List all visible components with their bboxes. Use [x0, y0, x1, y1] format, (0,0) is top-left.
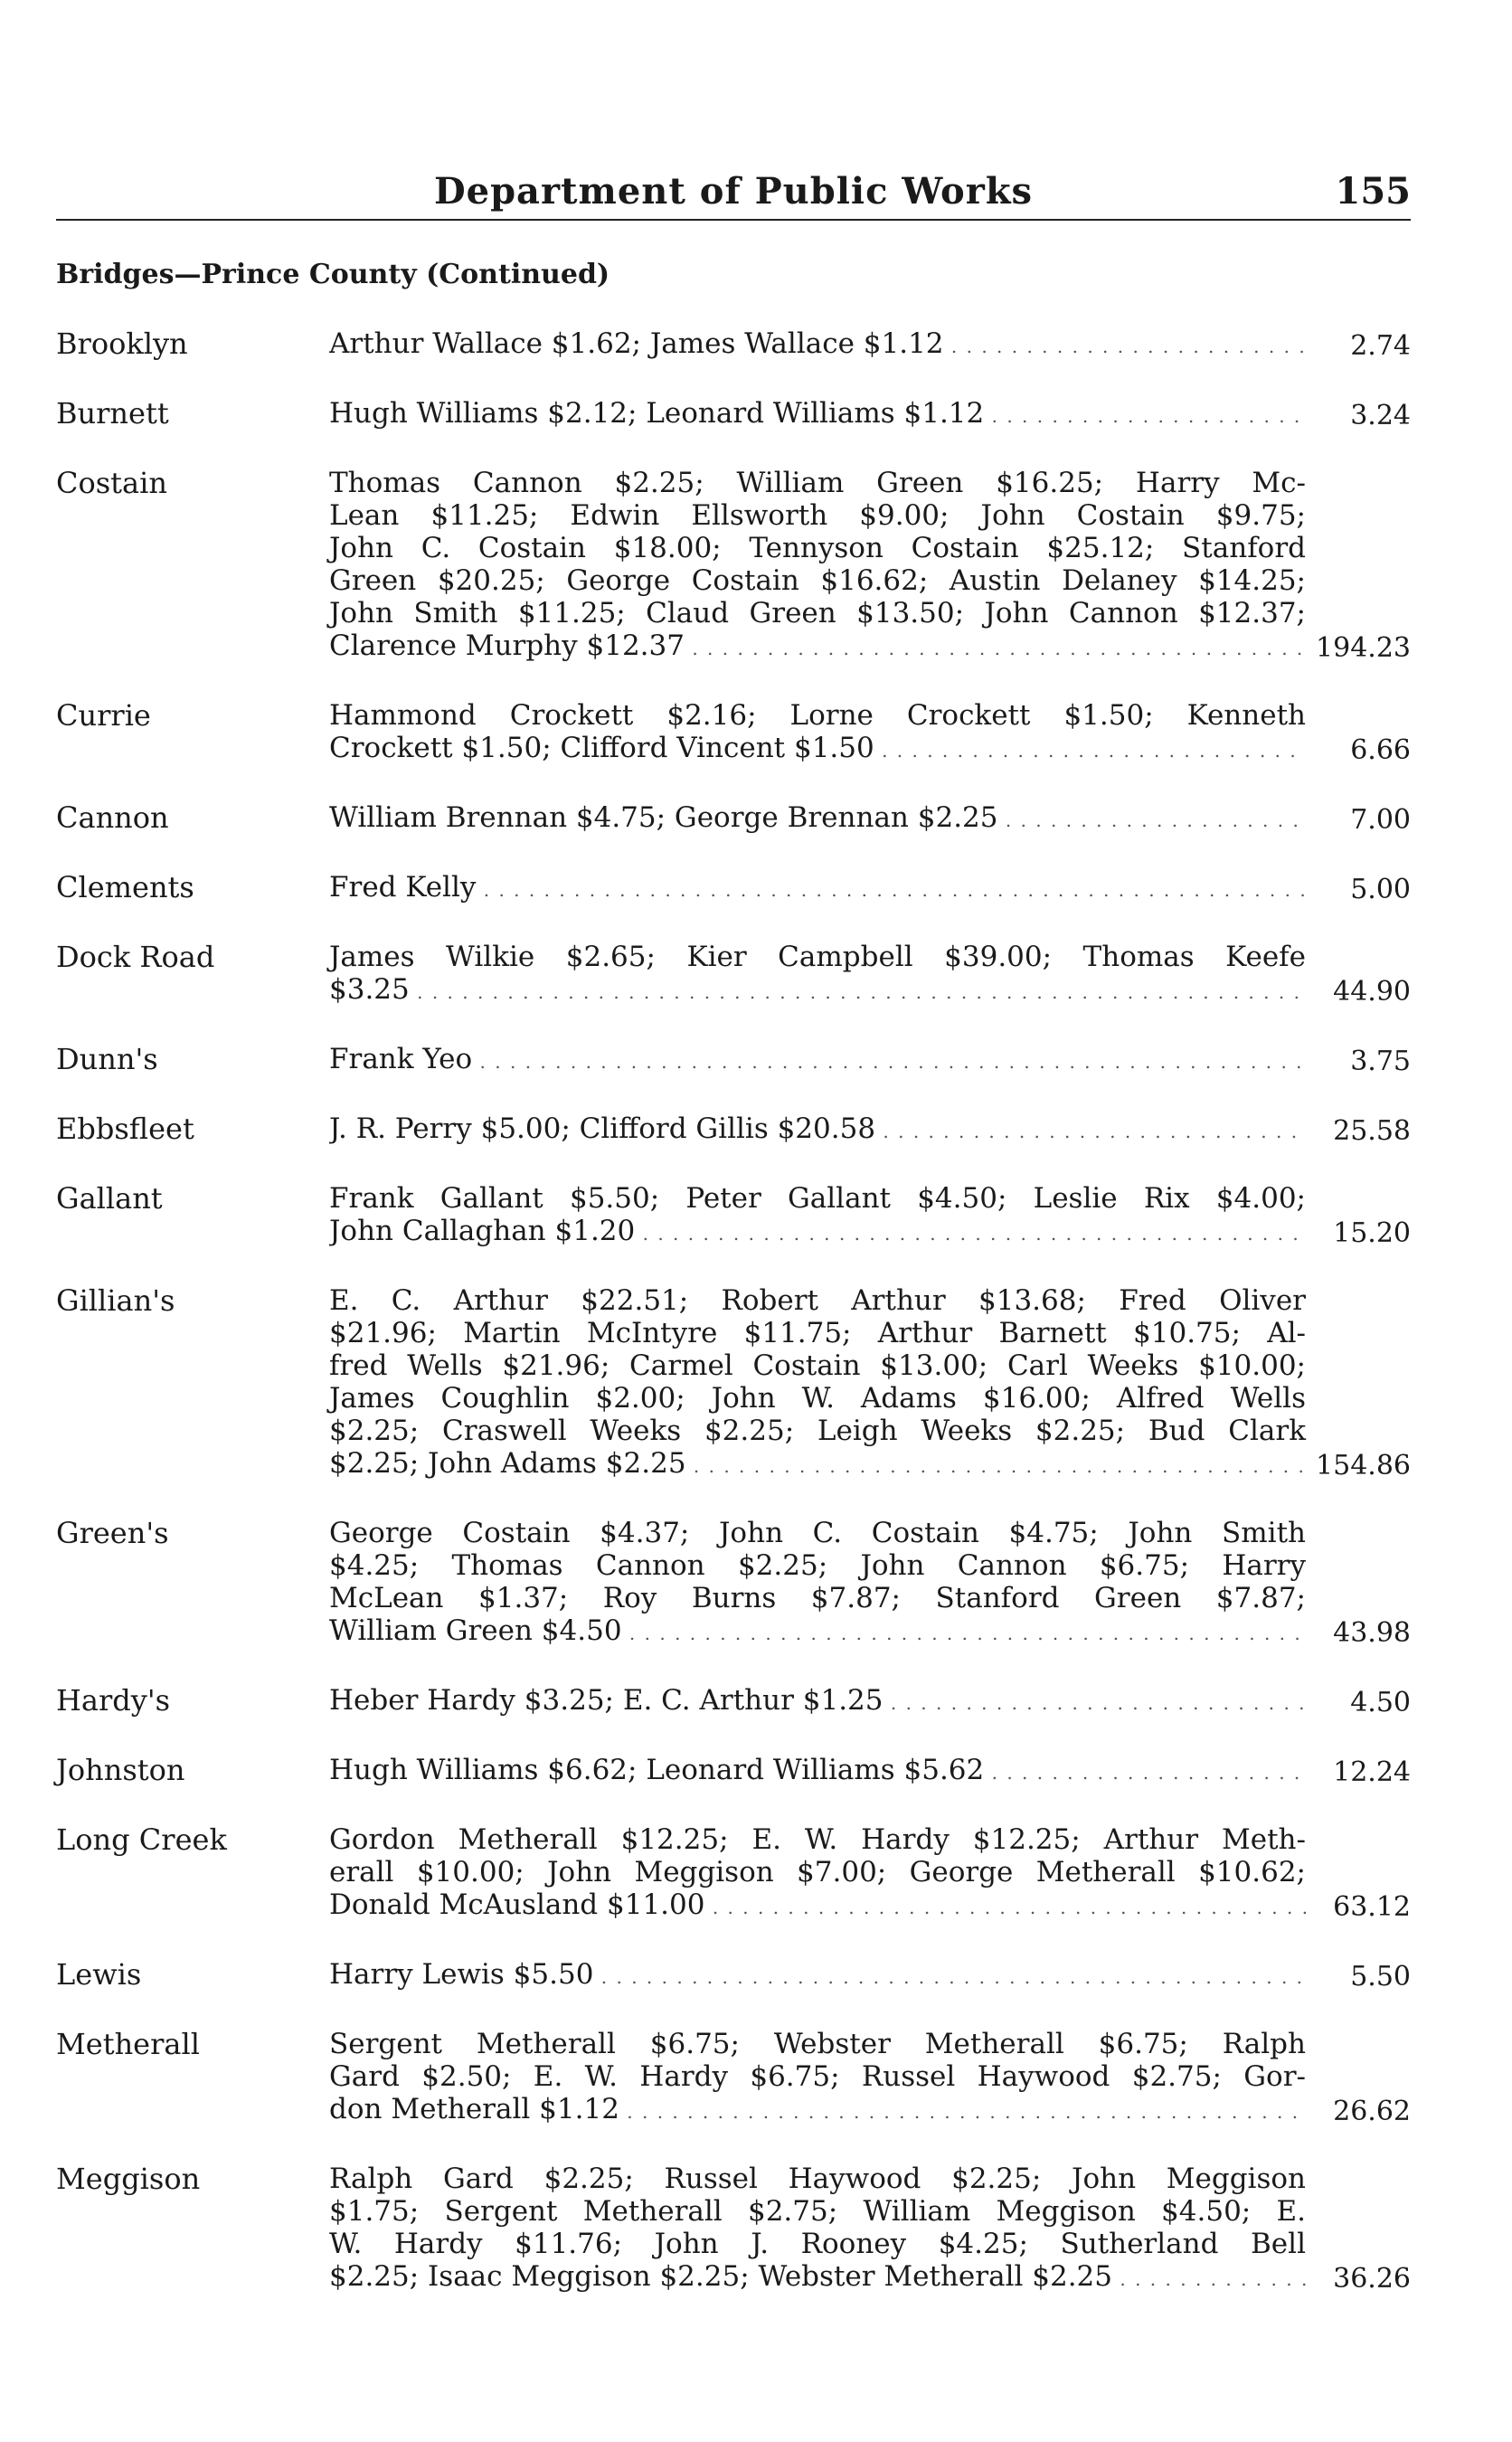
entry-description-line: John Callaghan $1.20 . . .: [329, 1215, 1306, 1250]
entry-description-line: McLean $1.37; Roy Burns $7.87; Stanford Green $7.87;: [329, 1582, 1306, 1614]
entry-amount: 36.26: [1333, 2263, 1411, 2295]
entry-description: [329, 1517, 1306, 1650]
entry-row: [56, 327, 1411, 363]
entry-name: Green's: [56, 1516, 169, 1550]
entry-name: Hardy's: [56, 1683, 171, 1718]
entry-description: [329, 801, 1306, 837]
entry-row: [56, 941, 1411, 1008]
entry-row: [56, 1043, 1411, 1078]
entry-name: Brooklyn: [56, 327, 188, 361]
entry-amount: 7.00: [1350, 804, 1411, 836]
entry-row: [56, 1517, 1411, 1650]
entry-description-line: $2.25; Isaac Meggison $2.25; Webster Metherall $2.25 . . .: [329, 2260, 1306, 2295]
entry-description-line: Thomas Cannon $2.25; William Green $16.25; Harry Mc-: [329, 467, 1306, 499]
entry-description-line: James Wilkie $2.65; Kier Campbell $39.00; Thomas Keefe: [329, 941, 1306, 973]
entry-description: [329, 467, 1306, 665]
entry-row: [56, 1958, 1411, 1993]
entry-row: [56, 699, 1411, 767]
entry-description: [329, 871, 1306, 906]
entry-name: Clements: [56, 870, 194, 904]
entry-amount: 3.24: [1350, 400, 1411, 431]
entry-row: [56, 1823, 1411, 1924]
entry-name: Burnett: [56, 396, 169, 431]
entry-description-line: erall $10.00; John Meggison $7.00; George Metherall $10.62;: [329, 1856, 1306, 1888]
entry-description-line: $1.75; Sergent Metherall $2.75; William Meggison $4.50; E.: [329, 2195, 1306, 2228]
entry-description-line: Gard $2.50; E. W. Hardy $6.75; Russel Haywood $2.75; Gor-: [329, 2060, 1306, 2093]
entry-description: [329, 941, 1306, 1008]
entry-description-line: Heber Hardy $3.25; E. C. Arthur $1.25 . . .: [329, 1684, 1306, 1719]
entry-name: Currie: [56, 698, 151, 733]
entry-description-line: Harry Lewis $5.50 . . .: [329, 1958, 1306, 1993]
entry-row: [56, 1754, 1411, 1789]
entry-amount: 2.74: [1350, 330, 1411, 362]
entry-description: [329, 1823, 1306, 1924]
entry-description-line: don Metherall $1.12 . . .: [329, 2093, 1306, 2128]
entry-row: [56, 467, 1411, 665]
entry-description-line: $2.25; John Adams $2.25 . . .: [329, 1447, 1306, 1482]
entry-description-line: Donald McAusland $11.00 . . .: [329, 1888, 1306, 1924]
entry-description-line: Frank Yeo . . .: [329, 1043, 1306, 1078]
entry-description-line: $4.25; Thomas Cannon $2.25; John Cannon $6.75; Harry: [329, 1549, 1306, 1582]
entry-amount: 25.58: [1333, 1115, 1411, 1147]
entry-description-line: Lean $11.25; Edwin Ellsworth $9.00; John Costain $9.75;: [329, 499, 1306, 532]
page-title: Department of Public Works: [433, 170, 1034, 213]
entry-name: Dunn's: [56, 1042, 158, 1076]
entry-name: Gillian's: [56, 1283, 175, 1318]
entry-description-line: Clarence Murphy $12.37 . . .: [329, 629, 1306, 665]
entry-description-line: Hammond Crockett $2.16; Lorne Crockett $1.50; Kenneth: [329, 699, 1306, 732]
entry-description-line: Crockett $1.50; Clifford Vincent $1.50 . . .: [329, 732, 1306, 767]
entry-amount: 194.23: [1316, 632, 1411, 664]
entry-name: Costain: [56, 466, 167, 500]
entry-amount: 5.00: [1350, 874, 1411, 905]
entry-description: [329, 397, 1306, 432]
entry-description-line: William Brennan $4.75; George Brennan $2.25 . . .: [329, 801, 1306, 837]
entry-description-line: George Costain $4.37; John C. Costain $4.75; John Smith: [329, 1517, 1306, 1549]
entry-name: Long Creek: [56, 1822, 227, 1857]
entry-description-line: John Smith $11.25; Claud Green $13.50; John Cannon $12.37;: [329, 597, 1306, 629]
entry-description-line: James Coughlin $2.00; John W. Adams $16.00; Alfred Wells: [329, 1382, 1306, 1415]
entry-description-line: J. R. Perry $5.00; Clifford Gillis $20.58 . . .: [329, 1112, 1306, 1148]
entry-row: [56, 2028, 1411, 2128]
entry-row: [56, 397, 1411, 432]
entries-list: [56, 327, 1411, 2330]
entry-description-line: fred Wells $21.96; Carmel Costain $13.00; Carl Weeks $10.00;: [329, 1349, 1306, 1382]
entry-description: [329, 1958, 1306, 1993]
entry-description: [329, 1112, 1306, 1148]
section-title: Bridges—Prince County (Continued): [56, 259, 610, 290]
entry-row: [56, 1112, 1411, 1148]
entry-description: [329, 1043, 1306, 1078]
entry-description: [329, 1284, 1306, 1482]
entry-description-line: W. Hardy $11.76; John J. Rooney $4.25; Sutherland Bell: [329, 2228, 1306, 2260]
entry-amount: 15.20: [1333, 1217, 1411, 1249]
entry-amount: 4.50: [1350, 1687, 1411, 1718]
entry-description-line: E. C. Arthur $22.51; Robert Arthur $13.68; Fred Oliver: [329, 1284, 1306, 1317]
entry-row: [56, 801, 1411, 837]
entry-description-line: $3.25 . . .: [329, 973, 1306, 1008]
entry-amount: 5.50: [1350, 1961, 1411, 1992]
page-number: 155: [1335, 170, 1411, 213]
entry-amount: 63.12: [1333, 1891, 1411, 1923]
entry-amount: 26.62: [1333, 2096, 1411, 2127]
entry-description-line: Green $20.25; George Costain $16.62; Austin Delaney $14.25;: [329, 564, 1306, 597]
entry-description: [329, 1754, 1306, 1789]
entry-description-line: Arthur Wallace $1.62; James Wallace $1.12 . . .: [329, 327, 1306, 363]
entry-description-line: Hugh Williams $6.62; Leonard Williams $5.62 . . .: [329, 1754, 1306, 1789]
entry-name: Meggison: [56, 2162, 201, 2196]
entry-description-line: John C. Costain $18.00; Tennyson Costain $25.12; Stanford: [329, 532, 1306, 564]
entry-description-line: Fred Kelly . . .: [329, 871, 1306, 906]
entry-description-line: $21.96; Martin McIntyre $11.75; Arthur Barnett $10.75; Al-: [329, 1317, 1306, 1349]
header-rule: [56, 219, 1411, 221]
entry-row: [56, 1284, 1411, 1482]
entry-row: [56, 1182, 1411, 1250]
entry-description-line: Gordon Metherall $12.25; E. W. Hardy $12.25; Arthur Meth-: [329, 1823, 1306, 1856]
entry-description-line: William Green $4.50 . . .: [329, 1614, 1306, 1650]
page-header: [56, 161, 1411, 224]
entry-row: [56, 1684, 1411, 1719]
entry-description: [329, 327, 1306, 363]
entry-description: [329, 2028, 1306, 2128]
entry-name: Dock Road: [56, 940, 215, 974]
entry-row: [56, 2163, 1411, 2295]
entry-description: [329, 1684, 1306, 1719]
entry-description: [329, 2163, 1306, 2295]
entry-amount: 6.66: [1350, 734, 1411, 766]
entry-name: Metherall: [56, 2027, 200, 2061]
entry-description-line: $2.25; Craswell Weeks $2.25; Leigh Weeks $2.25; Bud Clark: [329, 1415, 1306, 1447]
entry-description: [329, 699, 1306, 767]
entry-description-line: Ralph Gard $2.25; Russel Haywood $2.25; John Meggison: [329, 2163, 1306, 2195]
entry-description: [329, 1182, 1306, 1250]
entry-name: Lewis: [56, 1957, 142, 1992]
entry-description-line: Sergent Metherall $6.75; Webster Metherall $6.75; Ralph: [329, 2028, 1306, 2060]
entry-description-line: Frank Gallant $5.50; Peter Gallant $4.50; Leslie Rix $4.00;: [329, 1182, 1306, 1215]
entry-amount: 154.86: [1316, 1450, 1411, 1481]
entry-amount: 12.24: [1333, 1756, 1411, 1788]
entry-row: [56, 871, 1411, 906]
entry-amount: 43.98: [1333, 1617, 1411, 1649]
entry-name: Gallant: [56, 1181, 163, 1216]
entry-name: Cannon: [56, 800, 169, 835]
entry-name: Ebbsfleet: [56, 1112, 194, 1146]
entry-amount: 44.90: [1333, 976, 1411, 1008]
entry-amount: 3.75: [1350, 1046, 1411, 1077]
entry-description-line: Hugh Williams $2.12; Leonard Williams $1.12 . . .: [329, 397, 1306, 432]
entry-name: Johnston: [56, 1753, 185, 1787]
